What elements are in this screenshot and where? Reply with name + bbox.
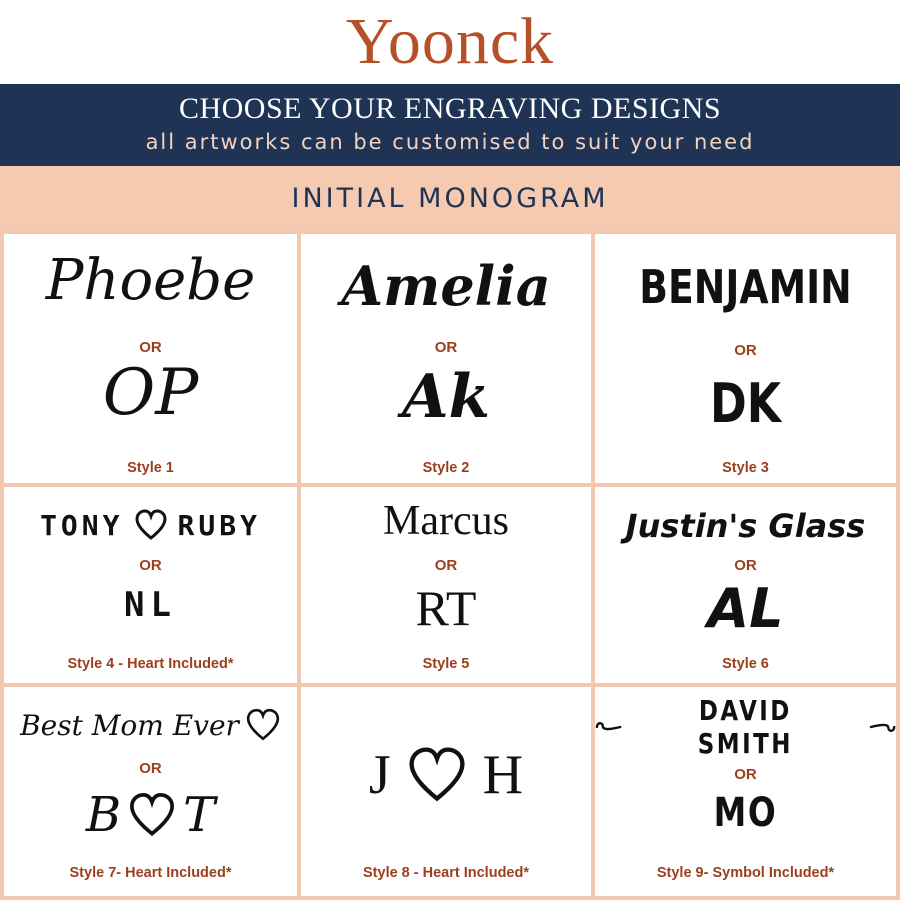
style-caption: Style 4 - Heart Included* [67, 656, 234, 672]
or-label: OR [139, 339, 162, 356]
or-label: OR [734, 766, 757, 783]
style-card-6 [595, 487, 896, 683]
style-caption: Style 6 [722, 656, 769, 672]
style-caption: Style 9- Symbol Included* [656, 865, 835, 881]
logo-text: Yoonck [345, 5, 555, 78]
swirl-flourish-icon [595, 720, 622, 734]
or-label: OR [434, 339, 458, 356]
sample-initials: RT [415, 580, 477, 636]
style-grid [0, 230, 900, 900]
sample-initials-row [4, 783, 297, 847]
style-card-2 [301, 234, 591, 483]
sample-initial-left: J [368, 744, 391, 806]
swirl-flourish-icon [869, 720, 896, 734]
sample-initials: OP [102, 356, 199, 430]
sample-initial-right: H [482, 744, 524, 806]
sample-name-row [4, 505, 297, 545]
sample-name-row [595, 694, 896, 760]
sample-initials: NL [124, 585, 177, 625]
style-caption: Style 2 [422, 460, 470, 476]
sample-initials: AL [707, 577, 784, 640]
sample-name: Best Mom Ever [20, 708, 239, 742]
style-card-8 [301, 687, 591, 896]
style-card-5 [301, 487, 591, 683]
sample-name: DAVID SMITH [697, 694, 794, 760]
heart-icon [127, 792, 177, 838]
style-card-4 [4, 487, 297, 683]
sample-initials-row [301, 735, 591, 815]
style-caption: Style 8 - Heart Included* [363, 865, 529, 881]
sample-name: Amelia [341, 254, 551, 318]
sample-name-row [4, 703, 297, 747]
page-title: CHOOSE YOUR ENGRAVING DESIGNS [178, 92, 722, 125]
sample-name: Justin's Glass [625, 507, 866, 545]
sample-name: BENJAMIN [639, 260, 852, 314]
sample-initials: Ak [401, 362, 491, 432]
brand-logo [0, 0, 900, 84]
sample-name: Marcus [383, 498, 509, 544]
header-banner [0, 84, 900, 166]
section-banner [0, 166, 900, 230]
style-caption: Style 7- Heart Included* [69, 865, 232, 881]
or-label: OR [139, 557, 162, 574]
section-title: INITIAL MONOGRAM [291, 182, 609, 214]
sample-name-right: RUBY [177, 508, 261, 542]
or-label: OR [139, 760, 162, 777]
style-caption: Style 3 [722, 460, 769, 476]
style-card-7 [4, 687, 297, 896]
style-card-1 [4, 234, 297, 483]
sample-initial-left: B [85, 787, 122, 843]
sample-initials: DK [709, 372, 782, 435]
heart-icon [405, 746, 469, 804]
page-subtitle: all artworks can be customised to suit your need [145, 130, 755, 154]
sample-initials: MO [713, 790, 778, 836]
style-card-3 [595, 234, 896, 483]
style-caption: Style 5 [422, 656, 470, 672]
heart-icon [134, 509, 168, 541]
sample-name-left: TONY [40, 508, 124, 542]
style-caption: Style 1 [127, 460, 174, 476]
sample-initial-right: T [183, 787, 216, 843]
style-card-9 [595, 687, 896, 896]
or-label: OR [734, 342, 757, 359]
or-label: OR [734, 557, 757, 574]
heart-icon [245, 708, 281, 742]
or-label: OR [434, 557, 458, 574]
sample-name: Phoebe [45, 248, 256, 313]
